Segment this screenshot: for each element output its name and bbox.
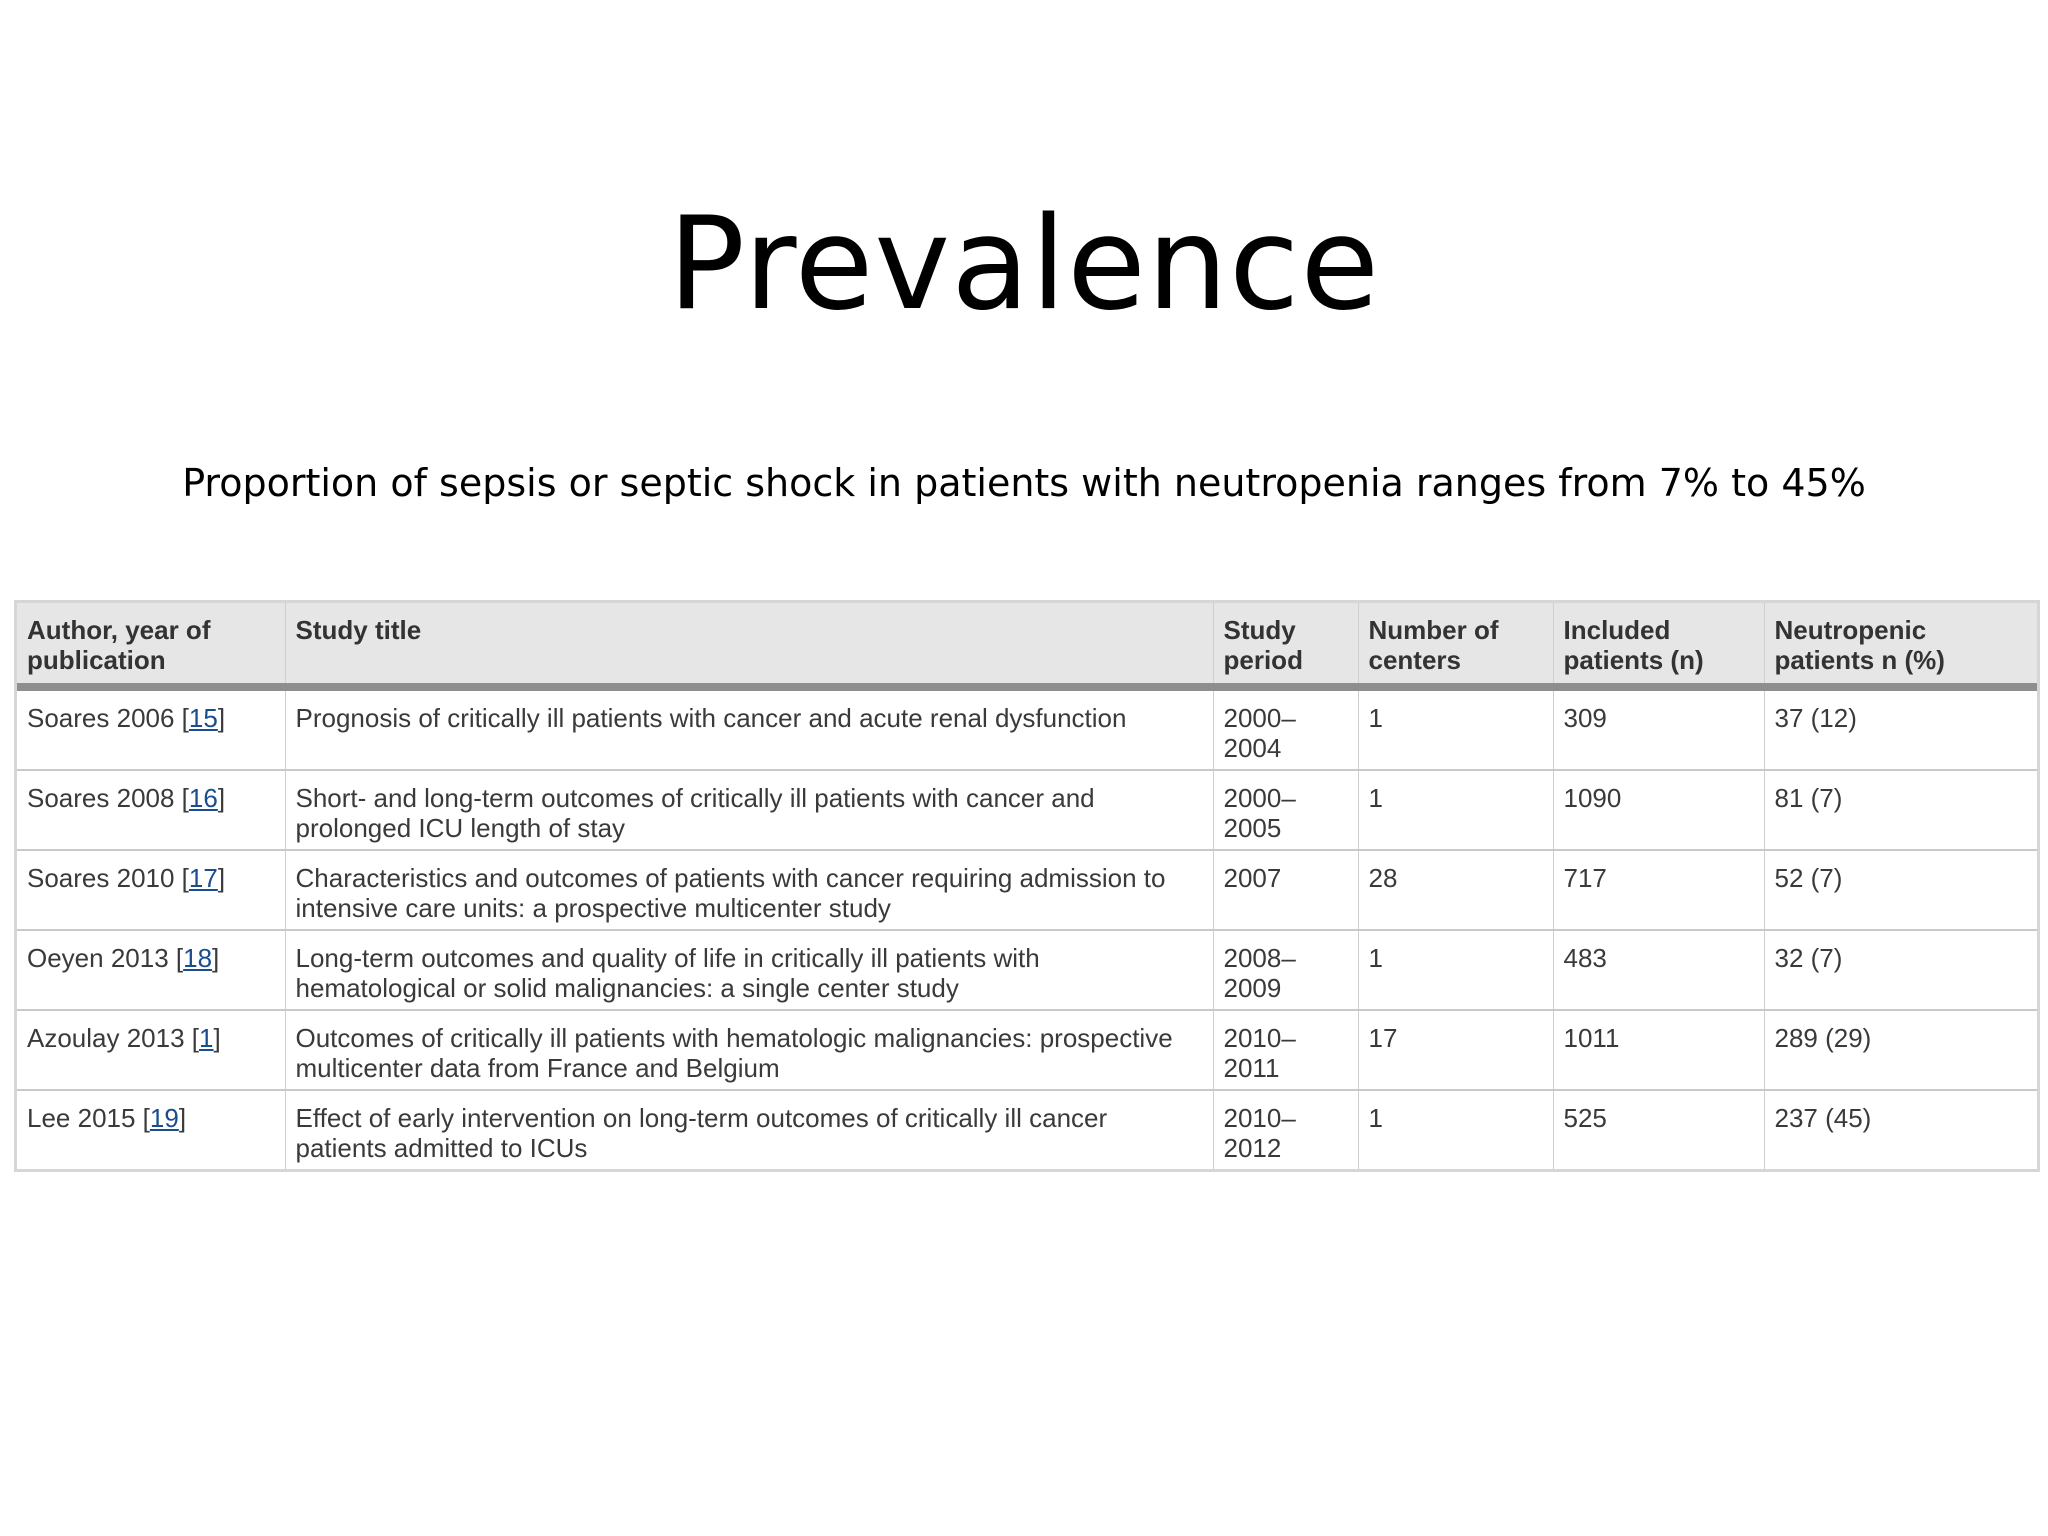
- cell-study-title: Long-term outcomes and quality of life in critically ill patients with hematological or solid malignancies: a single center study: [285, 930, 1213, 1010]
- header-author-line-2: publication: [27, 645, 166, 675]
- studies-table-container: [14, 600, 2040, 1172]
- cell-number-of-centers: 1: [1358, 687, 1553, 770]
- period-line: 2004: [1223, 733, 1282, 763]
- slide-subtitle: Proportion of sepsis or septic shock in patients with neutropenia ranges from 7% to 45%: [182, 461, 1866, 505]
- period-line: 2008–: [1223, 943, 1296, 973]
- cell-study-period: [1213, 850, 1358, 930]
- cell-study-period: [1213, 930, 1358, 1010]
- header-study-period-line-1: Study: [1223, 615, 1296, 645]
- reference-link[interactable]: 19: [149, 1103, 179, 1133]
- cell-neutropenic-patients: 289 (29): [1764, 1010, 2037, 1090]
- header-study-period-line-2: period: [1223, 645, 1303, 675]
- cell-study-title: Prognosis of critically ill patients with cancer and acute renal dysfunction: [285, 687, 1213, 770]
- header-centers-line-2: centers: [1368, 645, 1461, 675]
- cell-study-title: Outcomes of critically ill patients with hematologic malignancies: prospective multicenter data from France and Belgium: [285, 1010, 1213, 1090]
- cell-neutropenic-patients: 37 (12): [1764, 687, 2037, 770]
- table-row: [17, 1010, 2037, 1090]
- header-included-line-1: Included: [1563, 615, 1671, 645]
- cell-author: Soares 2008 [16]: [17, 770, 285, 850]
- period-line: 2000–: [1223, 703, 1296, 733]
- studies-table: [17, 603, 2037, 1169]
- cell-study-period: [1213, 770, 1358, 850]
- table-row: [17, 770, 2037, 850]
- author-text: Lee 2015: [27, 1103, 136, 1133]
- author-text: Azoulay 2013: [27, 1023, 185, 1053]
- cell-neutropenic-patients: 32 (7): [1764, 930, 2037, 1010]
- author-text: Soares 2010: [27, 863, 175, 893]
- cell-number-of-centers: 1: [1358, 770, 1553, 850]
- cell-number-of-centers: 1: [1358, 930, 1553, 1010]
- period-line: 2010–: [1223, 1023, 1296, 1053]
- author-text: Soares 2008: [27, 783, 175, 813]
- header-included-patients: [1553, 603, 1764, 687]
- header-number-of-centers: [1358, 603, 1553, 687]
- reference-link[interactable]: 17: [188, 863, 218, 893]
- reference-link[interactable]: 16: [188, 783, 218, 813]
- cell-author: Soares 2010 [17]: [17, 850, 285, 930]
- table-row: [17, 850, 2037, 930]
- cell-study-period: [1213, 1010, 1358, 1090]
- cell-neutropenic-patients: 81 (7): [1764, 770, 2037, 850]
- cell-number-of-centers: 1: [1358, 1090, 1553, 1169]
- cell-included-patients: 525: [1553, 1090, 1764, 1169]
- header-included-line-2: patients (n): [1563, 645, 1704, 675]
- cell-study-title: Characteristics and outcomes of patients with cancer requiring admission to intensive care units: a prospective multicenter study: [285, 850, 1213, 930]
- table-row: [17, 1090, 2037, 1169]
- cell-included-patients: 1090: [1553, 770, 1764, 850]
- cell-study-period: [1213, 1090, 1358, 1169]
- period-line: 2000–: [1223, 783, 1296, 813]
- cell-study-period: [1213, 687, 1358, 770]
- cell-included-patients: 483: [1553, 930, 1764, 1010]
- period-line: 2012: [1223, 1133, 1282, 1163]
- cell-study-title: Short- and long-term outcomes of critically ill patients with cancer and prolonged ICU length of stay: [285, 770, 1213, 850]
- header-neutropenic-line-1: Neutropenic: [1774, 615, 1927, 645]
- period-line: 2005: [1223, 813, 1282, 843]
- table-body: [17, 687, 2037, 1169]
- cell-author: Soares 2006 [15]: [17, 687, 285, 770]
- cell-included-patients: 717: [1553, 850, 1764, 930]
- cell-included-patients: 309: [1553, 687, 1764, 770]
- cell-included-patients: 1011: [1553, 1010, 1764, 1090]
- header-study-period: [1213, 603, 1358, 687]
- cell-neutropenic-patients: 237 (45): [1764, 1090, 2037, 1169]
- period-line: 2007: [1223, 863, 1282, 893]
- header-author-line-1: Author, year of: [27, 615, 211, 645]
- header-author: [17, 603, 285, 687]
- reference-link[interactable]: 18: [183, 943, 213, 973]
- period-line: 2010–: [1223, 1103, 1296, 1133]
- author-text: Oeyen 2013: [27, 943, 169, 973]
- reference-link[interactable]: 1: [199, 1023, 214, 1053]
- header-neutropenic-patients: [1764, 603, 2037, 687]
- header-centers-line-1: Number of: [1368, 615, 1499, 645]
- table-row: [17, 930, 2037, 1010]
- header-study-title-line-1: Study title: [295, 615, 422, 645]
- cell-number-of-centers: 17: [1358, 1010, 1553, 1090]
- slide-title: Prevalence: [667, 190, 1381, 339]
- cell-number-of-centers: 28: [1358, 850, 1553, 930]
- cell-author: Lee 2015 [19]: [27, 1103, 187, 1133]
- author-text: Soares 2006: [27, 703, 175, 733]
- reference-link[interactable]: 15: [188, 703, 218, 733]
- period-line: 2009: [1223, 973, 1282, 1003]
- period-line: 2011: [1223, 1053, 1280, 1083]
- table-header-row: [17, 603, 2037, 687]
- cell-neutropenic-patients: 52 (7): [1764, 850, 2037, 930]
- header-study-title: [285, 603, 1213, 687]
- table-row: [17, 687, 2037, 770]
- cell-study-title: Effect of early intervention on long-term outcomes of critically ill cancer patients admitted to ICUs: [285, 1090, 1213, 1169]
- cell-author: Azoulay 2013 [1]: [17, 1010, 285, 1090]
- cell-author: Oeyen 2013 [18]: [17, 930, 285, 1010]
- header-neutropenic-line-2: patients n (%): [1774, 645, 1945, 675]
